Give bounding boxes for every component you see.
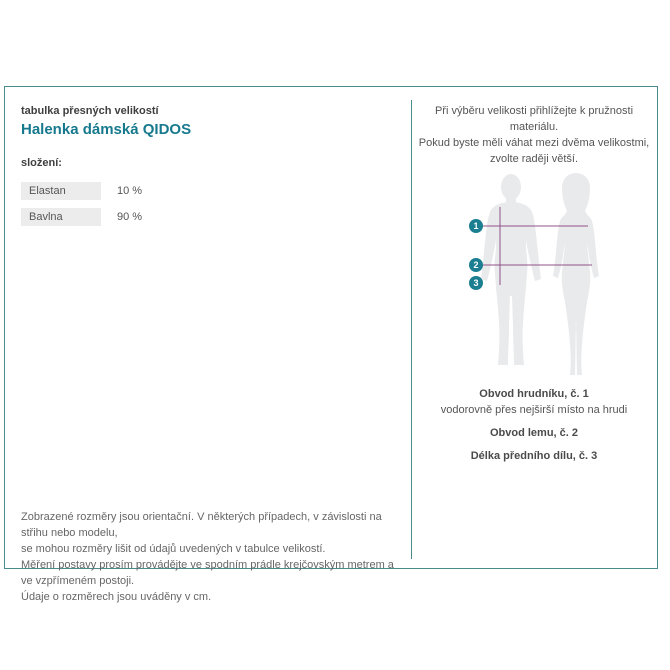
measurement-note-1: vodorovně přes nejširší místo na hrudi — [440, 404, 628, 416]
composition-table — [21, 182, 142, 234]
disclaimer-line: Zobrazené rozměry jsou orientační. V některých případech, v závislosti na střihu nebo modelu, — [21, 511, 382, 539]
material-name: Bavlna — [21, 208, 101, 226]
table-row — [21, 182, 142, 200]
female-silhouette — [553, 173, 599, 375]
sizing-advice-line: zvolte raději větší. — [489, 153, 579, 165]
disclaimer-text — [21, 509, 401, 605]
sizing-advice-line: Při výběru velikosti přihlížejte k pružnosti materiálu. — [434, 105, 634, 133]
measurement-legend — [412, 386, 656, 464]
marker-1 — [469, 219, 483, 233]
measurement-label-1: Obvod hrudníku, č. 1 — [479, 388, 589, 400]
marker-2-number: 2 — [473, 260, 479, 270]
sizing-advice — [412, 103, 656, 167]
material-percent: 90 % — [117, 211, 143, 223]
disclaimer-line: se mohou rozměry lišit od údajů uvedených v tabulce velikostí. — [21, 543, 326, 555]
disclaimer-line: Měření postavy prosím provádějte ve spodním prádle krejčovským metrem a ve vzpřímeném postoji. — [21, 559, 394, 587]
sizing-advice-line: Pokud byste měli váhat mezi dvěma velikostmi, — [418, 137, 650, 149]
material-name: Elastan — [21, 182, 101, 200]
marker-3 — [469, 276, 483, 290]
content-frame — [4, 86, 658, 603]
table-row — [21, 208, 142, 226]
marker-2 — [469, 258, 483, 272]
marker-1-number: 1 — [473, 221, 479, 231]
material-percent: 10 % — [117, 185, 143, 197]
product-title: Halenka dámská QIDOS — [21, 121, 192, 138]
composition-heading: složení: — [21, 157, 62, 169]
measurement-label-2: Obvod lemu, č. 2 — [489, 427, 579, 439]
measurement-label-3: Délka předního dílu, č. 3 — [470, 450, 598, 462]
table-eyebrow: tabulka přesných velikostí — [21, 105, 159, 117]
disclaimer-line: Údaje o rozměrech jsou uváděny v cm. — [21, 591, 212, 603]
marker-3-number: 3 — [473, 278, 479, 288]
male-silhouette — [481, 174, 541, 365]
body-measurement-diagram — [455, 160, 657, 392]
panel-divider — [411, 100, 412, 559]
